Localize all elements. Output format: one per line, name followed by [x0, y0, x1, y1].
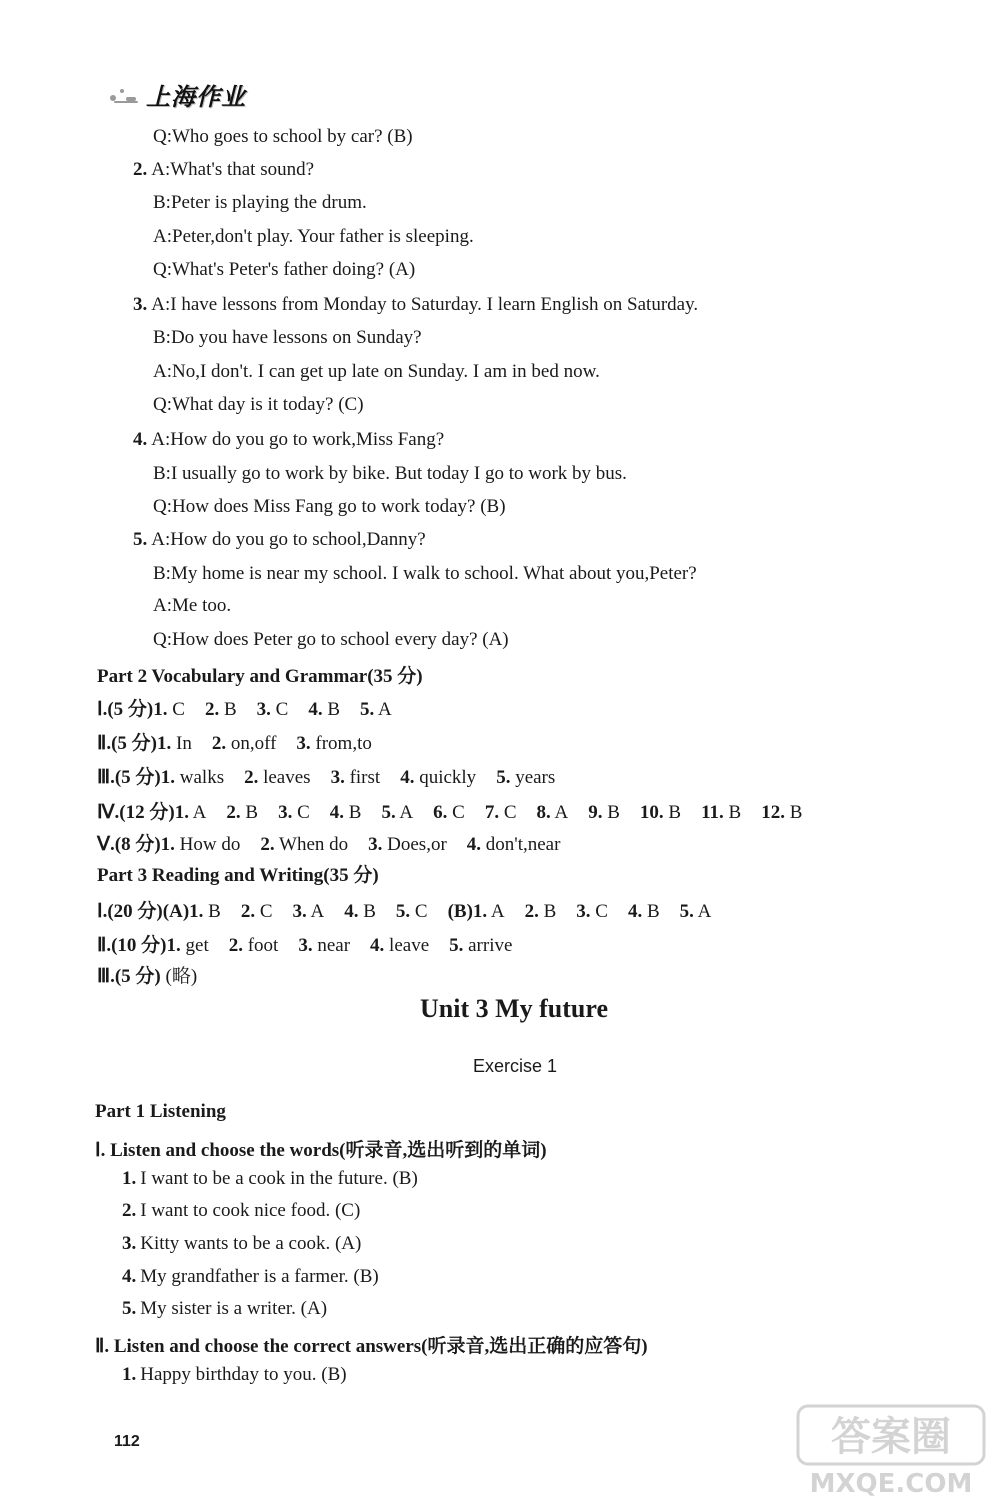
- answer-row-label: Ⅲ.(5 分): [97, 966, 161, 987]
- answer-row-label: Ⅱ.(5 分): [97, 733, 158, 754]
- answer-item: [588, 802, 620, 823]
- answer-item-number: 2.: [226, 802, 241, 823]
- listening-line-text: A:How do you go to work,Miss Fang?: [151, 429, 445, 450]
- answer-item: [449, 935, 512, 956]
- answer-item-number: 2.: [524, 901, 539, 922]
- listening-line: [153, 394, 364, 416]
- answer-item: [161, 767, 224, 788]
- answer-item-number: 1.: [166, 935, 181, 956]
- sec1-item: [122, 1200, 360, 1222]
- answer-item-number: 4.: [308, 699, 323, 720]
- answer-item: [467, 834, 561, 855]
- answer-item-number: 3.: [292, 901, 307, 922]
- answer-item-value: A: [310, 901, 325, 922]
- listening-line: [153, 563, 697, 585]
- answer-row-label: Ⅳ.(12 分): [97, 802, 175, 823]
- answer-item-number: 1.: [153, 699, 168, 720]
- answer-item: [701, 802, 741, 823]
- answer-item-value: A: [192, 802, 207, 823]
- answer-item-value: Does,or: [387, 834, 447, 855]
- answer-row-label: Ⅱ.(10 分): [97, 935, 167, 956]
- answer-row: [97, 762, 575, 789]
- listening-line-number: 2.: [133, 159, 148, 180]
- answer-item: [761, 802, 802, 823]
- sec1-item: [122, 1168, 418, 1190]
- answer-item-number: 3.: [296, 733, 311, 754]
- answer-item-value: C: [414, 901, 428, 922]
- unit-section1-title: Ⅰ. Listen and choose the words(听录音,选出听到的单词): [95, 1140, 547, 1161]
- answer-item-number: 4.: [329, 802, 345, 823]
- watermark-text-2: MXQE.COM: [809, 1469, 973, 1498]
- listening-line: [153, 361, 600, 383]
- answer-item: [257, 699, 289, 720]
- answer-item-number: 3.: [298, 935, 313, 956]
- answer-item-number: (A)1.: [162, 901, 204, 922]
- answer-row: [97, 797, 822, 824]
- sec1-item-number: 3.: [122, 1233, 137, 1254]
- sec1-item-number: 5.: [122, 1298, 137, 1319]
- answer-item-number: 1.: [174, 802, 189, 823]
- sec1-item: [122, 1298, 327, 1320]
- answer-item: [525, 901, 557, 922]
- answer-item-value: leaves: [263, 767, 311, 788]
- answer-row: [97, 930, 532, 957]
- answer-item-value: C: [595, 901, 608, 922]
- answer-item-value: A: [697, 901, 712, 922]
- answer-item-number: 4.: [400, 767, 415, 788]
- listening-line-number: 5.: [133, 529, 148, 550]
- answer-item-value: How do: [179, 834, 241, 855]
- answer-item-number: 7.: [484, 802, 500, 823]
- listening-line-number: 4.: [133, 429, 148, 450]
- listening-line: [153, 595, 231, 617]
- answer-item-number: 2.: [204, 699, 220, 720]
- sec2-item: [122, 1364, 347, 1386]
- answer-item-value: don't,near: [485, 834, 561, 855]
- answer-item-number: 9.: [588, 802, 603, 823]
- answer-item-value: B: [327, 699, 341, 720]
- answer-item: [205, 699, 237, 720]
- answer-item-number: 4.: [466, 834, 482, 855]
- answer-item-value: C: [172, 699, 185, 720]
- unit-part1-heading: Part 1 Listening: [95, 1101, 226, 1122]
- answer-item-value: years: [515, 767, 556, 788]
- answer-item: [680, 901, 712, 922]
- listening-line-text: B:Do you have lessons on Sunday?: [153, 327, 422, 348]
- answer-item: [370, 935, 429, 956]
- answer-item-value: C: [503, 802, 517, 823]
- answer-item-value: foot: [247, 935, 279, 956]
- answer-item: [161, 834, 241, 855]
- answer-item: [576, 901, 608, 922]
- answer-item-number: 12.: [761, 802, 785, 823]
- listening-line-text: B:I usually go to work by bike. But today I go to work by bus.: [153, 463, 627, 484]
- answer-item-value: from,to: [315, 733, 372, 754]
- answer-row-label: Ⅴ.(8 分): [97, 834, 161, 855]
- answer-item-number: 11.: [701, 802, 724, 823]
- listening-line-text: B:Peter is playing the drum.: [153, 192, 367, 213]
- answer-item-value: A: [399, 802, 414, 823]
- answer-item-value: near: [317, 935, 351, 956]
- answer-item: [433, 802, 465, 823]
- sec1-item-number: 4.: [122, 1266, 137, 1287]
- sec2-item-text: Happy birthday to you. (B): [140, 1364, 347, 1385]
- answer-item-value: C: [275, 699, 289, 720]
- answer-item-number: 3.: [368, 834, 383, 855]
- sec1-item: [122, 1266, 379, 1288]
- answer-item-value: leave: [389, 935, 430, 956]
- answer-item-number: 4.: [627, 901, 643, 922]
- answer-row-label: Ⅲ.(5 分): [97, 767, 161, 788]
- answer-item-value: B: [363, 901, 376, 922]
- answer-item: [360, 699, 392, 720]
- listening-line-number: 3.: [133, 294, 148, 315]
- answer-item: [260, 834, 348, 855]
- answer-item-number: 3.: [256, 699, 271, 720]
- answer-item-value: C: [259, 901, 273, 922]
- answer-item: [241, 901, 273, 922]
- answer-item-number: 5.: [496, 767, 511, 788]
- answer-row: [97, 694, 412, 721]
- answer-item-number: 5.: [679, 901, 694, 922]
- answer-row-label: Ⅰ.(5 分): [97, 699, 154, 720]
- answer-item-number: 1.: [160, 767, 176, 788]
- answer-item-value: A: [377, 699, 392, 720]
- answer-item-value: B: [789, 802, 803, 823]
- listening-line-text: A:No,I don't. I can get up late on Sunday. I am in bed now.: [153, 361, 600, 382]
- sec2-item-number: 1.: [122, 1364, 137, 1385]
- answer-item-number: 6.: [433, 802, 448, 823]
- listening-line: [133, 159, 314, 181]
- answer-item: [368, 834, 447, 855]
- listening-line: [153, 226, 474, 248]
- answer-item-value: walks: [179, 767, 225, 788]
- answer-item-number: 5.: [360, 699, 375, 720]
- listening-line: [153, 126, 413, 148]
- answer-item-number: 2.: [244, 767, 259, 788]
- answer-row: [97, 728, 392, 755]
- watermark-logo: [796, 1402, 986, 1498]
- answer-item: [163, 901, 221, 922]
- answer-item-number: 5.: [449, 935, 464, 956]
- answer-item-value: B: [245, 802, 259, 823]
- answer-item: [496, 767, 555, 788]
- listening-line: [153, 463, 627, 485]
- listening-line: [133, 529, 426, 551]
- answer-item-number: 10.: [639, 802, 664, 823]
- answer-item: [330, 802, 362, 823]
- answer-item-value: A: [554, 802, 569, 823]
- answer-item: [298, 935, 350, 956]
- answer-item-value: C: [297, 802, 310, 823]
- answer-item-value: (略): [165, 966, 198, 987]
- answer-item: [485, 802, 517, 823]
- sec1-item-text: Kitty wants to be a cook. (A): [140, 1233, 362, 1254]
- unit-section2-title: Ⅱ. Listen and choose the correct answers(听录音,选出正确的应答句): [95, 1336, 648, 1357]
- answer-item-number: 2.: [260, 834, 275, 855]
- answer-item-value: B: [543, 901, 557, 922]
- answer-item: [226, 802, 258, 823]
- sec1-item-number: 1.: [122, 1168, 137, 1189]
- unit-title: Unit 3 My future: [419, 994, 608, 1023]
- answer-item-number: 2.: [228, 935, 243, 956]
- answer-item-value: In: [176, 733, 192, 754]
- answer-item: [296, 733, 371, 754]
- answer-item: [537, 802, 569, 823]
- answer-item-number: 4.: [370, 935, 385, 956]
- answer-item-value: get: [185, 935, 209, 956]
- listening-line-text: A:Peter,don't play. Your father is sleeping.: [153, 226, 474, 247]
- answer-item: [244, 767, 310, 788]
- listening-line-text: A:What's that sound?: [151, 159, 315, 180]
- answer-item: [278, 802, 310, 823]
- listening-line-text: A:I have lessons from Monday to Saturday. I learn English on Saturday.: [151, 294, 699, 315]
- answer-item: [396, 901, 428, 922]
- answer-item: [308, 699, 340, 720]
- answer-item-value: B: [348, 802, 362, 823]
- listening-line-text: A:How do you go to school,Danny?: [151, 529, 426, 550]
- answer-item-number: 4.: [344, 901, 359, 922]
- answer-item: [153, 699, 185, 720]
- listening-line-text: Q:How does Peter go to school every day? (A): [153, 629, 509, 650]
- answer-item-value: B: [646, 901, 660, 922]
- answer-item-value: first: [349, 767, 381, 788]
- listening-line-text: Q:Who goes to school by car? (B): [153, 126, 413, 147]
- answer-item-number: 3.: [278, 802, 293, 823]
- answer-item: [640, 802, 681, 823]
- answer-item: [157, 733, 192, 754]
- listening-line: [153, 259, 415, 281]
- sec1-item-text: My grandfather is a farmer. (B): [140, 1266, 379, 1287]
- header-title: 上海作业: [146, 82, 246, 111]
- answer-item: [400, 767, 476, 788]
- answer-item: [293, 901, 325, 922]
- part2-heading: Part 2 Vocabulary and Grammar(35 分): [97, 666, 423, 687]
- answer-item: [381, 802, 413, 823]
- sec1-item-text: I want to cook nice food. (C): [140, 1200, 361, 1221]
- answer-item-value: B: [668, 802, 682, 823]
- sec1-item: [122, 1233, 361, 1255]
- listening-line: [153, 327, 422, 349]
- answer-row: [97, 829, 580, 856]
- answer-item-value: on,off: [230, 733, 277, 754]
- answer-item-value: B: [728, 802, 742, 823]
- listening-line-text: B:My home is near my school. I walk to school. What about you,Peter?: [153, 563, 697, 584]
- answer-item-number: 2.: [240, 901, 256, 922]
- answer-item-value: B: [607, 802, 620, 823]
- sec1-item-number: 2.: [122, 1200, 137, 1221]
- answer-item-number: 2.: [211, 733, 227, 754]
- answer-item-value: quickly: [419, 767, 477, 788]
- sec1-item-text: My sister is a writer. (A): [140, 1298, 328, 1319]
- answer-item-value: C: [452, 802, 465, 823]
- part3-heading: Part 3 Reading and Writing(35 分): [97, 865, 379, 886]
- answer-item: [229, 935, 279, 956]
- answer-item: [212, 733, 277, 754]
- answer-item-number: 1.: [157, 733, 172, 754]
- listening-line: [133, 429, 444, 451]
- answer-item: [175, 802, 207, 823]
- listening-line-text: Q:What day is it today? (C): [153, 394, 364, 415]
- answer-item-number: 8.: [536, 802, 551, 823]
- listening-line: [153, 629, 509, 651]
- answer-item-number: 3.: [576, 901, 591, 922]
- exercise-title: Exercise 1: [472, 1056, 558, 1076]
- page-number: 112: [114, 1433, 140, 1450]
- answer-item: [161, 966, 197, 987]
- listening-line-text: A:Me too.: [153, 595, 232, 616]
- answer-item: [448, 901, 505, 922]
- answer-item: [628, 901, 660, 922]
- answer-item-number: 5.: [381, 802, 396, 823]
- answer-item-value: arrive: [468, 935, 513, 956]
- answer-item-value: B: [223, 699, 237, 720]
- answer-item-value: B: [208, 901, 221, 922]
- answer-item: [331, 767, 381, 788]
- listening-line: [153, 192, 367, 214]
- answer-row-label: Ⅰ.(20 分): [97, 901, 163, 922]
- sec1-item-text: I want to be a cook in the future. (B): [140, 1168, 418, 1189]
- answer-row: [97, 961, 217, 988]
- answer-item-number: 3.: [330, 767, 345, 788]
- answer-item-number: 1.: [160, 834, 175, 855]
- page-header: [104, 72, 246, 116]
- answer-item-number: 5.: [395, 901, 411, 922]
- answer-item-value: A: [490, 901, 505, 922]
- listening-line: [133, 294, 698, 316]
- answer-item-number: (B)1.: [447, 901, 488, 922]
- answer-item: [344, 901, 376, 922]
- answer-row: [97, 896, 731, 923]
- answer-item: [167, 935, 209, 956]
- answer-item-value: When do: [279, 834, 349, 855]
- listening-line: [153, 496, 506, 518]
- header-logo-icon: [104, 79, 144, 109]
- listening-line-text: Q:How does Miss Fang go to work today? (B): [153, 496, 506, 517]
- listening-line-text: Q:What's Peter's father doing? (A): [153, 259, 416, 280]
- watermark-text-1: 答案圈: [831, 1414, 951, 1460]
